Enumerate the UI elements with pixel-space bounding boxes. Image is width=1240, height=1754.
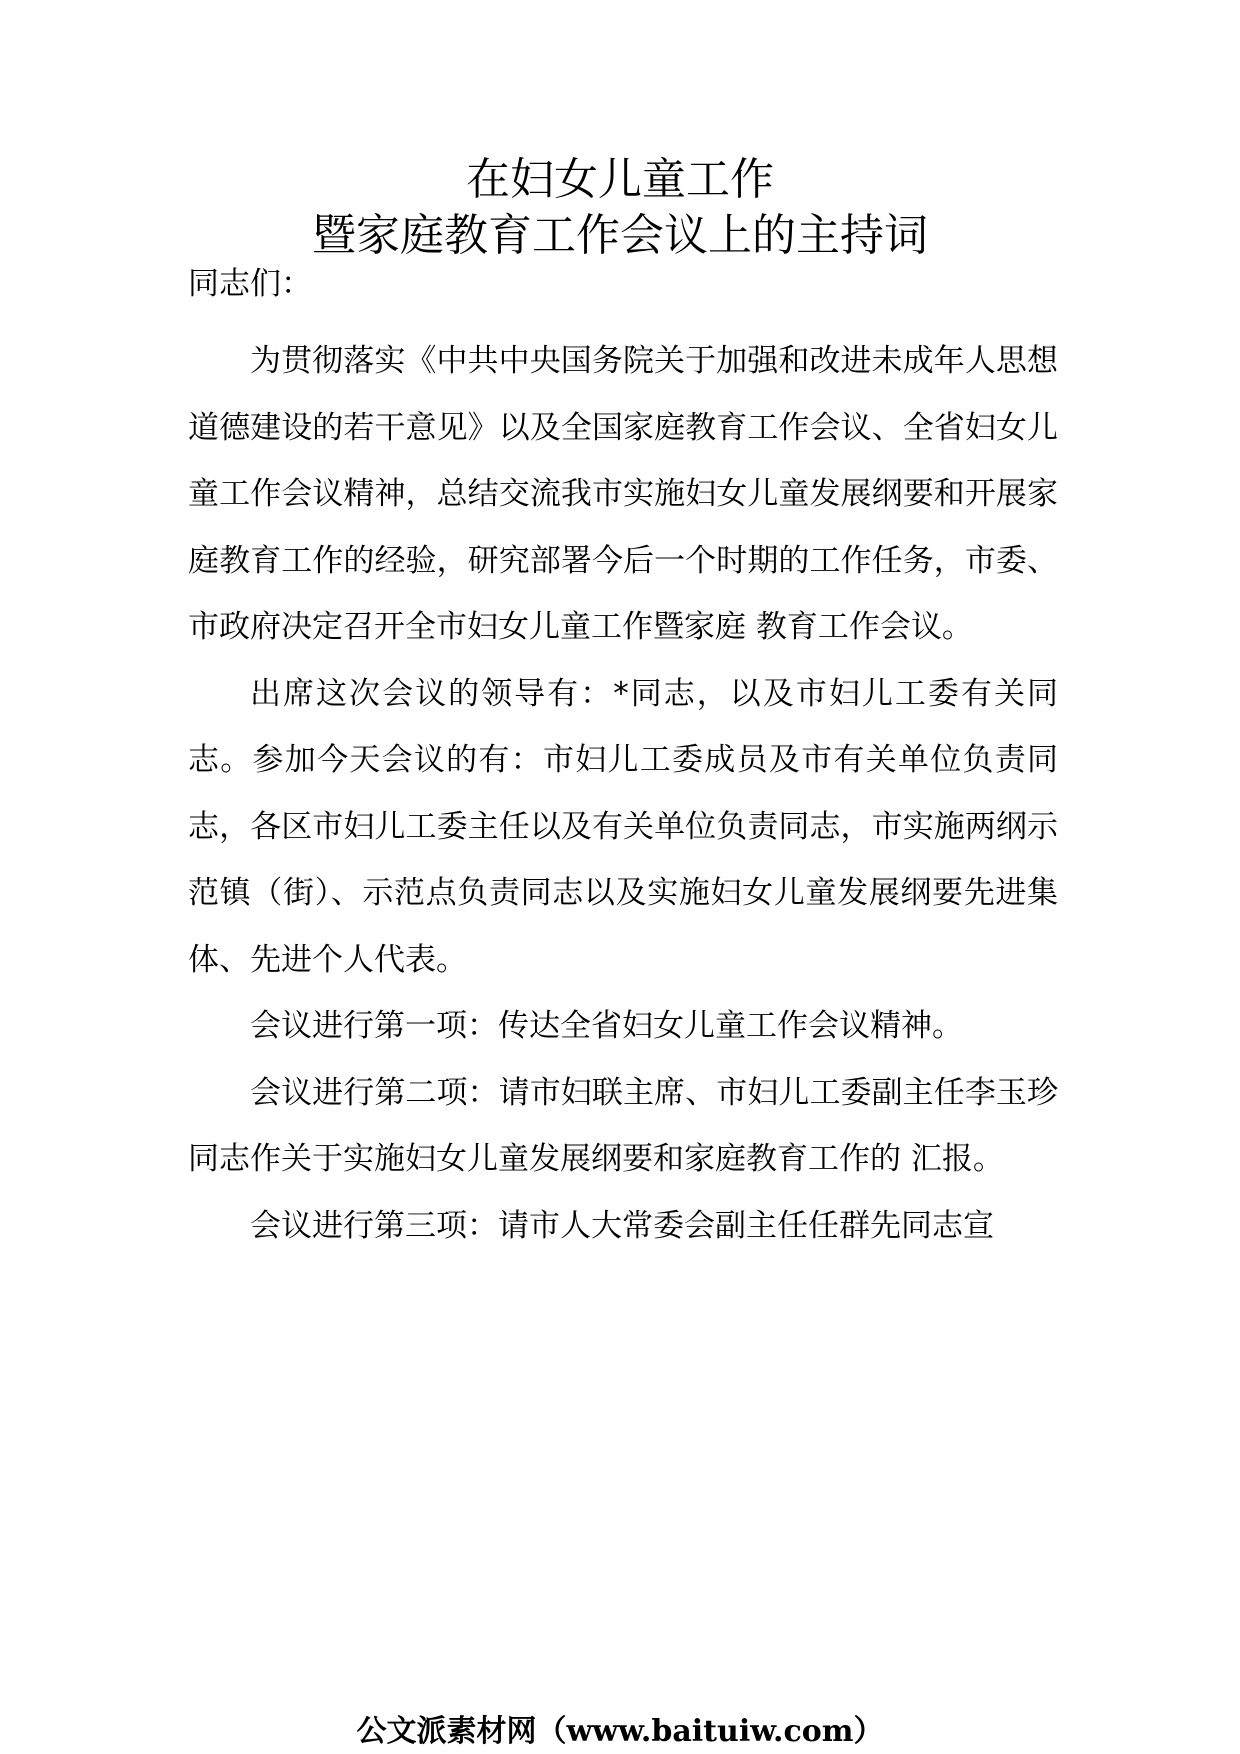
document-body <box>188 328 1058 1259</box>
paragraph-agenda-item-1: 会议进行第一项：传达全省妇女儿童工作会议精神。 <box>250 1008 963 1044</box>
salutation: 同志们： <box>188 266 312 302</box>
document-title-line-1: 在妇女儿童工作 <box>466 154 774 205</box>
paragraph-agenda-item-3: 会议进行第三项：请市人大常委会副主任任群先同志宣 <box>250 1207 994 1244</box>
document-title-line-2: 暨家庭教育工作会议上的主持词 <box>312 210 928 261</box>
footer-source-watermark: 公文派素材网（www.baituiw.com） <box>356 1714 884 1749</box>
paragraph-purpose: 为贯彻落实《中共中央国务院关于加强和改进未成年人思想道德建设的若干意见》以及全国家庭教育工作会议、全省妇女儿童工作会议精神，总结交流我市实施妇女儿童发展纲要和开展家庭教育工作的经验，研究部署今后一个时期的工作任务，市委、市政府决定召开全市妇女儿童工作暨家庭 教育工作会议。 <box>188 343 1058 645</box>
paragraph-agenda-item-2: 会议进行第二项：请市妇联主席、市妇儿工委副主任李玉珍同志作关于实施妇女儿童发展纲要和家庭教育工作的 汇报。 <box>188 1074 1058 1177</box>
paragraph-attendees: 出席这次会议的领导有：*同志，以及市妇儿工委有关同志。参加今天会议的有：市妇儿工委成员及市有关单位负责同志，各区市妇儿工委主任以及有关单位负责同志，市实施两纲示范镇（街）、示范点负责同志以及实施妇女儿童发展纲要先进集体、先进个人代表。 <box>188 675 1058 978</box>
